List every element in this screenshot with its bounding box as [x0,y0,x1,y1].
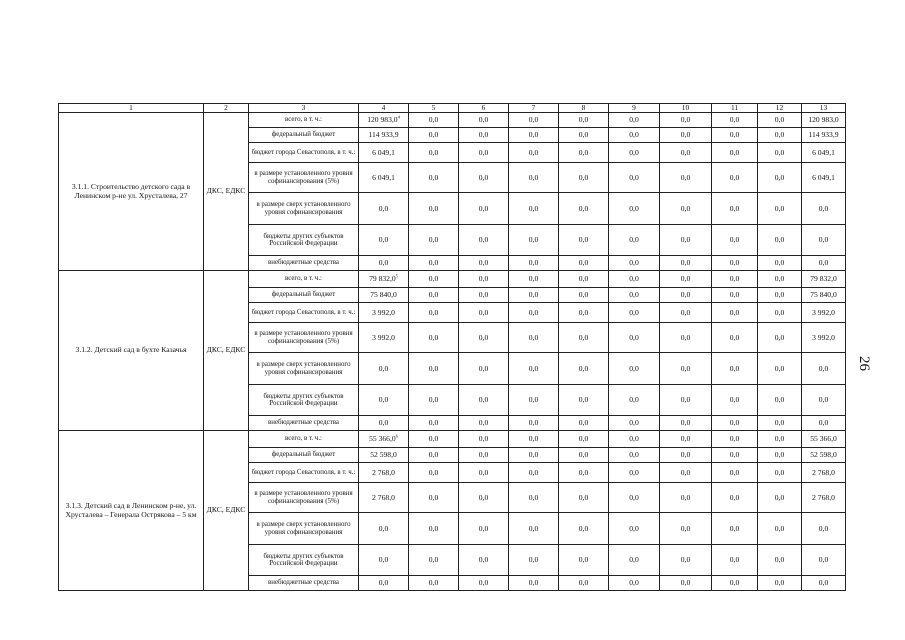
year-value-cell: 0,0 [660,288,712,303]
year-value-cell: 0,0 [409,225,459,256]
year-value-cell: 0,0 [459,128,509,143]
funding-source-cell: внебюджетные средства [249,576,359,591]
sum-value-cell: 120 983,0 [802,113,846,128]
year-value-cell: 0,0 [459,225,509,256]
year-value-cell: 0,0 [712,576,758,591]
executor-cell: ДКС, ЕДКС [204,113,249,271]
year-value-cell: 0,0 [712,225,758,256]
total-value-cell [359,303,409,323]
year-value-cell: 0,0 [559,323,609,353]
header-cell: 4 [359,104,409,113]
year-value-cell: 0,0 [509,128,559,143]
year-value-cell: 0,0 [712,193,758,225]
year-value-cell: 0,0 [459,271,509,288]
year-value-cell: 0,0 [609,323,660,353]
total-value-cell [359,256,409,271]
year-value-cell: 0,0 [559,163,609,193]
year-value-cell: 0,0 [660,448,712,463]
year-value-cell: 0,0 [509,353,559,385]
year-value-cell: 0,0 [559,143,609,163]
total-value-cell [359,431,409,448]
sum-value-cell: 6 049,1 [802,143,846,163]
header-cell: 2 [204,104,249,113]
year-value-cell: 0,0 [409,303,459,323]
header-cell: 8 [559,104,609,113]
sum-value-cell: 0,0 [802,225,846,256]
total-value-cell [359,128,409,143]
year-value-cell: 0,0 [609,545,660,576]
funding-source-cell: внебюджетные средства [249,256,359,271]
funding-source-cell: в размере установленного уровня софинансирования (5%) [249,163,359,193]
year-value-cell: 0,0 [712,323,758,353]
year-value-cell: 0,0 [758,576,802,591]
page-number: 26 [856,356,872,371]
year-value-cell: 0,0 [459,385,509,416]
year-value-cell: 0,0 [409,163,459,193]
year-value-cell: 0,0 [609,576,660,591]
year-value-cell: 0,0 [660,545,712,576]
year-value-cell: 0,0 [609,448,660,463]
year-value-cell: 0,0 [509,193,559,225]
funding-source-cell: бюджет города Севастополя, в т. ч.: [249,463,359,483]
total-value: 3 992,0 [372,332,395,342]
year-value-cell: 0,0 [409,256,459,271]
table-row [59,271,846,288]
year-value-cell: 0,0 [409,128,459,143]
funding-source-cell: в размере установленного уровня софинансирования (5%) [249,483,359,513]
year-value-cell: 0,0 [758,323,802,353]
year-value-cell: 0,0 [758,416,802,431]
total-value: 0,0 [378,523,389,533]
year-value-cell: 0,0 [712,463,758,483]
year-value-cell: 0,0 [459,431,509,448]
year-value-cell: 0,0 [712,113,758,128]
year-value-cell: 0,0 [660,193,712,225]
budget-table-sheet [58,103,845,591]
funding-source-cell: федеральный бюджет [249,128,359,143]
year-value-cell: 0,0 [660,353,712,385]
total-value-cell [359,323,409,353]
year-value-cell: 0,0 [509,545,559,576]
total-value: 75 840,0 [370,290,397,300]
year-value-cell: 0,0 [758,431,802,448]
total-value: 79 832,0 [369,274,396,284]
year-value-cell: 0,0 [409,323,459,353]
footnote-marker: 5 [395,273,398,279]
year-value-cell: 0,0 [758,143,802,163]
funding-source-cell: в размере сверх установленного уровня софинансирования [249,193,359,225]
year-value-cell: 0,0 [660,163,712,193]
year-value-cell: 0,0 [758,163,802,193]
year-value-cell: 0,0 [712,483,758,513]
year-value-cell: 0,0 [459,113,509,128]
total-value-cell [359,416,409,431]
total-value-cell [359,448,409,463]
total-value-cell [359,163,409,193]
sum-value-cell: 0,0 [802,576,846,591]
total-value-cell [359,513,409,545]
year-value-cell: 0,0 [509,431,559,448]
year-value-cell: 0,0 [609,288,660,303]
year-value-cell: 0,0 [559,128,609,143]
year-value-cell: 0,0 [559,225,609,256]
funding-source-cell: всего, в т. ч.: [249,113,359,128]
year-value-cell: 0,0 [559,303,609,323]
funding-source-cell: бюджеты других субъектов Российской Федерации [249,225,359,256]
header-row [59,104,846,113]
header-cell: 10 [660,104,712,113]
year-value-cell: 0,0 [509,576,559,591]
total-value-cell [359,385,409,416]
year-value-cell: 0,0 [660,416,712,431]
year-value-cell: 0,0 [660,323,712,353]
sum-value-cell: 0,0 [802,256,846,271]
total-value-cell [359,463,409,483]
year-value-cell: 0,0 [660,431,712,448]
year-value-cell: 0,0 [409,416,459,431]
year-value-cell: 0,0 [459,463,509,483]
year-value-cell: 0,0 [409,576,459,591]
year-value-cell: 0,0 [559,463,609,483]
year-value-cell: 0,0 [609,513,660,545]
year-value-cell: 0,0 [712,303,758,323]
year-value-cell: 0,0 [660,483,712,513]
year-value-cell: 0,0 [609,143,660,163]
total-value-cell [359,225,409,256]
year-value-cell: 0,0 [459,193,509,225]
year-value-cell: 0,0 [758,303,802,323]
total-value: 0,0 [378,578,389,588]
year-value-cell: 0,0 [660,513,712,545]
year-value-cell: 0,0 [758,353,802,385]
total-value-cell [359,193,409,225]
year-value-cell: 0,0 [459,353,509,385]
year-value-cell: 0,0 [660,128,712,143]
year-value-cell: 0,0 [409,143,459,163]
total-value: 0,0 [378,235,389,245]
sum-value-cell: 75 840,0 [802,288,846,303]
year-value-cell: 0,0 [459,323,509,353]
year-value-cell: 0,0 [509,463,559,483]
year-value-cell: 0,0 [660,271,712,288]
year-value-cell: 0,0 [509,448,559,463]
year-value-cell: 0,0 [559,483,609,513]
executor-cell: ДКС, ЕДКС [204,271,249,431]
year-value-cell: 0,0 [609,256,660,271]
year-value-cell: 0,0 [609,385,660,416]
total-value-cell [359,271,409,288]
total-value: 0,0 [378,203,389,213]
total-value-cell [359,353,409,385]
year-value-cell: 0,0 [660,576,712,591]
year-value-cell: 0,0 [409,483,459,513]
year-value-cell: 0,0 [459,545,509,576]
year-value-cell: 0,0 [609,431,660,448]
year-value-cell: 0,0 [660,256,712,271]
sum-value-cell: 52 598,0 [802,448,846,463]
sum-value-cell: 0,0 [802,513,846,545]
year-value-cell: 0,0 [609,483,660,513]
project-name-cell: 3.1.2. Детский сад в бухте Казачья [59,271,204,431]
executor-cell: ДКС, ЕДКС [204,431,249,591]
year-value-cell: 0,0 [758,193,802,225]
header-cell: 13 [802,104,846,113]
header-cell: 9 [609,104,660,113]
year-value-cell: 0,0 [758,113,802,128]
year-value-cell: 0,0 [758,448,802,463]
year-value-cell: 0,0 [459,288,509,303]
year-value-cell: 0,0 [758,463,802,483]
year-value-cell: 0,0 [712,256,758,271]
total-value-cell [359,483,409,513]
year-value-cell: 0,0 [409,353,459,385]
year-value-cell: 0,0 [509,385,559,416]
year-value-cell: 0,0 [609,163,660,193]
total-value: 2 768,0 [372,467,395,477]
year-value-cell: 0,0 [459,256,509,271]
sum-value-cell: 55 366,0 [802,431,846,448]
year-value-cell: 0,0 [712,448,758,463]
year-value-cell: 0,0 [712,288,758,303]
year-value-cell: 0,0 [758,225,802,256]
header-cell: 6 [459,104,509,113]
year-value-cell: 0,0 [509,225,559,256]
year-value-cell: 0,0 [660,113,712,128]
year-value-cell: 0,0 [509,256,559,271]
funding-source-cell: бюджеты других субъектов Российской Федерации [249,545,359,576]
year-value-cell: 0,0 [609,303,660,323]
year-value-cell: 0,0 [409,113,459,128]
year-value-cell: 0,0 [409,545,459,576]
total-value: 0,0 [378,418,389,428]
year-value-cell: 0,0 [758,288,802,303]
year-value-cell: 0,0 [712,271,758,288]
year-value-cell: 0,0 [459,303,509,323]
total-value: 52 598,0 [370,450,397,460]
total-value: 0,0 [378,258,389,268]
funding-source-cell: в размере сверх установленного уровня софинансирования [249,513,359,545]
sum-value-cell: 3 992,0 [802,323,846,353]
year-value-cell: 0,0 [559,385,609,416]
year-value-cell: 0,0 [509,288,559,303]
project-name-cell: 3.1.3. Детский сад в Ленинском р-не, ул. Хрусталева – Генерала Острякова – 5 км [59,431,204,591]
header-cell: 7 [509,104,559,113]
year-value-cell: 0,0 [660,225,712,256]
year-value-cell: 0,0 [758,256,802,271]
year-value-cell: 0,0 [559,545,609,576]
total-value: 0,0 [378,395,389,405]
year-value-cell: 0,0 [712,128,758,143]
total-value: 0,0 [378,363,389,373]
year-value-cell: 0,0 [660,303,712,323]
year-value-cell: 0,0 [509,271,559,288]
year-value-cell: 0,0 [660,385,712,416]
year-value-cell: 0,0 [509,143,559,163]
header-cell: 11 [712,104,758,113]
year-value-cell: 0,0 [609,353,660,385]
year-value-cell: 0,0 [559,576,609,591]
total-value: 120 983,0 [367,115,398,125]
year-value-cell: 0,0 [609,271,660,288]
year-value-cell: 0,0 [660,463,712,483]
year-value-cell: 0,0 [559,256,609,271]
sum-value-cell: 0,0 [802,545,846,576]
year-value-cell: 0,0 [459,513,509,545]
sum-value-cell: 2 768,0 [802,463,846,483]
year-value-cell: 0,0 [409,513,459,545]
year-value-cell: 0,0 [559,513,609,545]
budget-table [58,103,846,591]
sum-value-cell: 6 049,1 [802,163,846,193]
funding-source-cell: федеральный бюджет [249,448,359,463]
year-value-cell: 0,0 [660,143,712,163]
year-value-cell: 0,0 [609,193,660,225]
year-value-cell: 0,0 [712,416,758,431]
year-value-cell: 0,0 [509,303,559,323]
year-value-cell: 0,0 [409,193,459,225]
year-value-cell: 0,0 [559,113,609,128]
year-value-cell: 0,0 [758,385,802,416]
total-value-cell [359,576,409,591]
funding-source-cell: бюджет города Севастополя, в т. ч.: [249,303,359,323]
funding-source-cell: в размере сверх установленного уровня софинансирования [249,353,359,385]
year-value-cell: 0,0 [459,163,509,193]
year-value-cell: 0,0 [609,416,660,431]
year-value-cell: 0,0 [712,163,758,193]
year-value-cell: 0,0 [409,385,459,416]
funding-source-cell: в размере установленного уровня софинансирования (5%) [249,323,359,353]
year-value-cell: 0,0 [609,113,660,128]
total-value-cell [359,143,409,163]
total-value: 6 049,1 [372,172,395,182]
year-value-cell: 0,0 [559,353,609,385]
year-value-cell: 0,0 [609,128,660,143]
year-value-cell: 0,0 [712,431,758,448]
year-value-cell: 0,0 [409,271,459,288]
year-value-cell: 0,0 [712,353,758,385]
funding-source-cell: всего, в т. ч.: [249,431,359,448]
year-value-cell: 0,0 [459,143,509,163]
total-value: 6 049,1 [372,147,395,157]
total-value-cell [359,288,409,303]
total-value: 55 366,0 [369,434,396,444]
year-value-cell: 0,0 [459,448,509,463]
sum-value-cell: 2 768,0 [802,483,846,513]
year-value-cell: 0,0 [509,483,559,513]
year-value-cell: 0,0 [609,225,660,256]
year-value-cell: 0,0 [559,271,609,288]
header-cell: 5 [409,104,459,113]
total-value: 2 768,0 [372,492,395,502]
year-value-cell: 0,0 [559,431,609,448]
total-value: 3 992,0 [372,307,395,317]
table-row [59,431,846,448]
sum-value-cell: 0,0 [802,353,846,385]
table-row [59,113,846,128]
total-value-cell [359,545,409,576]
footnote-marker: 6 [395,433,398,439]
sum-value-cell: 0,0 [802,385,846,416]
funding-source-cell: федеральный бюджет [249,288,359,303]
year-value-cell: 0,0 [459,576,509,591]
year-value-cell: 0,0 [509,113,559,128]
year-value-cell: 0,0 [559,193,609,225]
sum-value-cell: 0,0 [802,193,846,225]
funding-source-cell: внебюджетные средства [249,416,359,431]
footnote-marker: 4 [397,114,400,120]
year-value-cell: 0,0 [409,448,459,463]
year-value-cell: 0,0 [509,416,559,431]
project-name-cell: 3.1.1. Строительство детского сада в Ленинском р-не ул. Хрусталева, 27 [59,113,204,271]
total-value-cell [359,113,409,128]
year-value-cell: 0,0 [712,143,758,163]
year-value-cell: 0,0 [409,431,459,448]
year-value-cell: 0,0 [509,323,559,353]
funding-source-cell: всего, в т. ч.: [249,271,359,288]
year-value-cell: 0,0 [459,483,509,513]
funding-source-cell: бюджеты других субъектов Российской Федерации [249,385,359,416]
total-value: 0,0 [378,555,389,565]
sum-value-cell: 79 832,0 [802,271,846,288]
year-value-cell: 0,0 [712,513,758,545]
sum-value-cell: 0,0 [802,416,846,431]
year-value-cell: 0,0 [758,513,802,545]
table-body [59,104,846,591]
funding-source-cell: бюджет города Севастополя, в т. ч.: [249,143,359,163]
year-value-cell: 0,0 [559,288,609,303]
year-value-cell: 0,0 [758,483,802,513]
header-cell: 1 [59,104,204,113]
year-value-cell: 0,0 [509,163,559,193]
year-value-cell: 0,0 [712,545,758,576]
sum-value-cell: 114 933,9 [802,128,846,143]
total-value: 114 933,9 [368,130,399,140]
year-value-cell: 0,0 [758,545,802,576]
year-value-cell: 0,0 [758,271,802,288]
year-value-cell: 0,0 [712,385,758,416]
year-value-cell: 0,0 [559,416,609,431]
year-value-cell: 0,0 [409,288,459,303]
year-value-cell: 0,0 [758,128,802,143]
year-value-cell: 0,0 [459,416,509,431]
year-value-cell: 0,0 [409,463,459,483]
year-value-cell: 0,0 [609,463,660,483]
year-value-cell: 0,0 [509,513,559,545]
sum-value-cell: 3 992,0 [802,303,846,323]
header-cell: 12 [758,104,802,113]
header-cell: 3 [249,104,359,113]
year-value-cell: 0,0 [559,448,609,463]
